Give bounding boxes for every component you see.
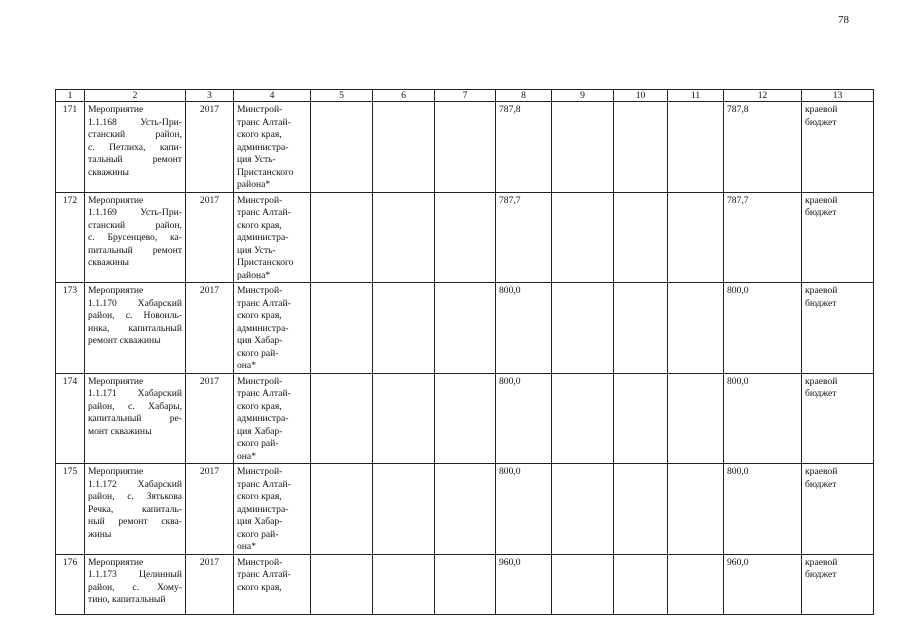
empty-cell	[614, 102, 668, 193]
empty-cell	[373, 283, 435, 374]
executor-cell-line: ция Хабар-	[237, 425, 283, 437]
table-header-row	[56, 90, 874, 102]
empty-cell	[668, 102, 724, 193]
executor-cell-line: ция Усть-	[237, 154, 276, 165]
executor-cell-line: Минстрой-	[237, 104, 283, 115]
measure-description-line: скважины	[88, 257, 129, 268]
funding-source-cell-line: бюджет	[805, 478, 837, 490]
executor-cell	[234, 554, 311, 614]
empty-cell	[435, 554, 496, 614]
empty-cell	[668, 283, 724, 374]
row-number-cell: 175	[56, 464, 85, 555]
header-cell: 9	[552, 90, 614, 102]
measure-description-line: район, с. Хабары,	[88, 400, 182, 412]
amount-col12-cell: 800,0	[724, 283, 802, 374]
measures-table	[55, 89, 874, 615]
header-cell: 5	[311, 90, 373, 102]
empty-cell	[552, 464, 614, 555]
funding-source-cell	[802, 192, 874, 283]
executor-cell-line: ского рай-	[237, 528, 279, 540]
empty-cell	[435, 192, 496, 283]
empty-cell	[614, 373, 668, 464]
funding-source-cell-line: краевой	[805, 194, 838, 206]
measure-description	[85, 554, 186, 614]
measure-description	[85, 283, 186, 374]
funding-source-cell-line: краевой	[805, 466, 838, 477]
empty-cell	[373, 554, 435, 614]
measure-description-line: район, с. Хому-	[88, 581, 182, 593]
funding-source-cell	[802, 373, 874, 464]
year-cell: 2017	[186, 554, 234, 614]
measure-description-line: Мероприятие	[88, 375, 144, 387]
amount-col8-cell: 787,7	[496, 192, 552, 283]
year-cell: 2017	[186, 373, 234, 464]
executor-cell-line: ского края,	[237, 129, 282, 140]
executor-cell-line: ского рай-	[237, 347, 279, 359]
funding-source-cell-line: краевой	[805, 375, 838, 387]
executor-cell-line: она*	[237, 360, 256, 371]
row-number-cell: 171	[56, 102, 85, 193]
year-cell: 2017	[186, 102, 234, 193]
measure-description-line: 1.1.170 Хабарский	[88, 297, 182, 309]
funding-source-cell	[802, 283, 874, 374]
executor-cell-line: транс Алтай-	[237, 569, 291, 580]
amount-col12-cell: 800,0	[724, 373, 802, 464]
header-cell: 6	[373, 90, 435, 102]
empty-cell	[668, 554, 724, 614]
header-cell: 1	[56, 90, 85, 102]
measure-description-line: с. Брусенцево, ка-	[88, 232, 182, 243]
executor-cell-line: администра-	[237, 322, 289, 334]
measure-description-line: 1.1.172 Хабарский	[88, 478, 182, 490]
executor-cell-line: ского края,	[237, 310, 282, 321]
executor-cell-line: ского края,	[237, 219, 282, 231]
empty-cell	[311, 102, 373, 193]
executor-cell-line: Минстрой-	[237, 194, 283, 206]
empty-cell	[552, 102, 614, 193]
empty-cell	[311, 192, 373, 283]
header-cell: 8	[496, 90, 552, 102]
empty-cell	[614, 464, 668, 555]
measure-description-line: инка, капитальный	[88, 322, 182, 334]
executor-cell-line: ция Хабар-	[237, 516, 283, 527]
funding-source-cell-line: бюджет	[805, 297, 837, 309]
funding-source-cell-line: бюджет	[805, 207, 837, 218]
funding-source-cell	[802, 554, 874, 614]
funding-source-cell	[802, 102, 874, 193]
amount-col12-cell: 800,0	[724, 464, 802, 555]
measure-description	[85, 464, 186, 555]
empty-cell	[614, 283, 668, 374]
year-cell: 2017	[186, 192, 234, 283]
year-cell: 2017	[186, 283, 234, 374]
table-row	[56, 464, 874, 555]
amount-col8-cell: 800,0	[496, 373, 552, 464]
executor-cell-line: Минстрой-	[237, 375, 283, 387]
empty-cell	[435, 464, 496, 555]
table-row	[56, 102, 874, 193]
empty-cell	[373, 464, 435, 555]
amount-col8-cell: 787,8	[496, 102, 552, 193]
empty-cell	[311, 283, 373, 374]
executor-cell-line: района*	[237, 179, 271, 190]
funding-source-cell-line: краевой	[805, 556, 838, 568]
empty-cell	[373, 102, 435, 193]
executor-cell-line: транс Алтай-	[237, 116, 291, 128]
funding-source-cell-line: краевой	[805, 285, 838, 296]
amount-col12-cell: 787,7	[724, 192, 802, 283]
executor-cell-line: Пристанского	[237, 257, 294, 268]
executor-cell-line: она*	[237, 450, 256, 462]
measure-description-line: Мероприятие	[88, 556, 144, 568]
measure-description-line: ный ремонт сква-	[88, 516, 182, 527]
amount-col8-cell: 800,0	[496, 283, 552, 374]
executor-cell	[234, 102, 311, 193]
table-row	[56, 554, 874, 614]
measure-description-line: тальный ремонт	[88, 154, 182, 165]
measure-description-line: монт скважины	[88, 425, 152, 437]
measure-description-line: питальный ремонт	[88, 244, 182, 256]
measure-description-line: станский район,	[88, 219, 182, 231]
empty-cell	[552, 283, 614, 374]
measure-description	[85, 373, 186, 464]
executor-cell-line: Минстрой-	[237, 285, 283, 296]
executor-cell	[234, 464, 311, 555]
funding-source-cell-line: бюджет	[805, 388, 837, 399]
measure-description-line: 1.1.169 Усть-При-	[88, 207, 182, 218]
measure-description-line: Мероприятие	[88, 285, 144, 296]
year-cell: 2017	[186, 464, 234, 555]
table-row	[56, 192, 874, 283]
table-row	[56, 373, 874, 464]
executor-cell-line: она*	[237, 541, 256, 552]
funding-source-cell-line: бюджет	[805, 116, 837, 128]
measure-description-line: Мероприятие	[88, 104, 144, 115]
executor-cell-line: ского края,	[237, 491, 282, 502]
executor-cell-line: администра-	[237, 413, 289, 424]
measure-description-line: ремонт скважины	[88, 335, 161, 346]
executor-cell-line: ского края,	[237, 400, 282, 412]
executor-cell-line: транс Алтай-	[237, 478, 291, 490]
measure-description-line: район, с. Новоиль-	[88, 310, 182, 321]
executor-cell-line: транс Алтай-	[237, 388, 291, 399]
executor-cell-line: ция Усть-	[237, 244, 276, 256]
header-cell: 4	[234, 90, 311, 102]
row-number-cell: 176	[56, 554, 85, 614]
empty-cell	[373, 373, 435, 464]
measure-description-line: район, с. Зятькова	[88, 491, 182, 502]
header-cell: 3	[186, 90, 234, 102]
measure-description-line: 1.1.173 Целинный	[88, 569, 182, 580]
executor-cell-line: Минстрой-	[237, 466, 283, 477]
row-number-cell: 174	[56, 373, 85, 464]
empty-cell	[311, 464, 373, 555]
executor-cell-line: Минстрой-	[237, 556, 283, 568]
empty-cell	[552, 192, 614, 283]
executor-cell	[234, 283, 311, 374]
measure-description	[85, 102, 186, 193]
executor-cell-line: ского края,	[237, 581, 282, 593]
empty-cell	[373, 192, 435, 283]
measure-description-line: 1.1.168 Усть-При-	[88, 116, 182, 128]
header-cell: 10	[614, 90, 668, 102]
executor-cell-line: администра-	[237, 503, 289, 515]
empty-cell	[435, 102, 496, 193]
page-number: 78	[838, 14, 849, 26]
measure-description-line: жины	[88, 528, 112, 540]
empty-cell	[614, 192, 668, 283]
empty-cell	[552, 373, 614, 464]
executor-cell-line: ция Хабар-	[237, 335, 283, 346]
header-cell: 2	[85, 90, 186, 102]
executor-cell-line: ского рай-	[237, 438, 279, 449]
empty-cell	[668, 464, 724, 555]
empty-cell	[668, 192, 724, 283]
header-cell: 13	[802, 90, 874, 102]
measure-description-line: капитальный ре-	[88, 413, 182, 424]
amount-col12-cell: 960,0	[724, 554, 802, 614]
measure-description-line: тино, капитальный	[88, 594, 166, 605]
empty-cell	[435, 373, 496, 464]
empty-cell	[311, 554, 373, 614]
executor-cell	[234, 373, 311, 464]
measure-description-line: Речка, капиталь-	[88, 503, 182, 515]
executor-cell-line: транс Алтай-	[237, 207, 291, 218]
amount-col8-cell: 800,0	[496, 464, 552, 555]
table-row	[56, 283, 874, 374]
measure-description-line: скважины	[88, 166, 129, 178]
header-cell: 12	[724, 90, 802, 102]
executor-cell	[234, 192, 311, 283]
executor-cell-line: транс Алтай-	[237, 297, 291, 309]
executor-cell-line: администра-	[237, 141, 289, 153]
header-cell: 7	[435, 90, 496, 102]
executor-cell-line: района*	[237, 269, 271, 281]
funding-source-cell-line: бюджет	[805, 569, 837, 580]
measure-description-line: 1.1.171 Хабарский	[88, 388, 182, 399]
header-cell: 11	[668, 90, 724, 102]
row-number-cell: 173	[56, 283, 85, 374]
empty-cell	[311, 373, 373, 464]
executor-cell-line: администра-	[237, 232, 289, 243]
empty-cell	[668, 373, 724, 464]
amount-col12-cell: 787,8	[724, 102, 802, 193]
empty-cell	[614, 554, 668, 614]
executor-cell-line: Пристанского	[237, 166, 294, 178]
measure-description-line: Мероприятие	[88, 194, 144, 206]
measure-description-line: с. Петлиха, капи-	[88, 141, 182, 153]
empty-cell	[552, 554, 614, 614]
empty-cell	[435, 283, 496, 374]
row-number-cell: 172	[56, 192, 85, 283]
measure-description-line: Мероприятие	[88, 466, 144, 477]
measure-description	[85, 192, 186, 283]
measure-description-line: станский район,	[88, 129, 182, 140]
amount-col8-cell: 960,0	[496, 554, 552, 614]
funding-source-cell-line: краевой	[805, 104, 838, 115]
funding-source-cell	[802, 464, 874, 555]
